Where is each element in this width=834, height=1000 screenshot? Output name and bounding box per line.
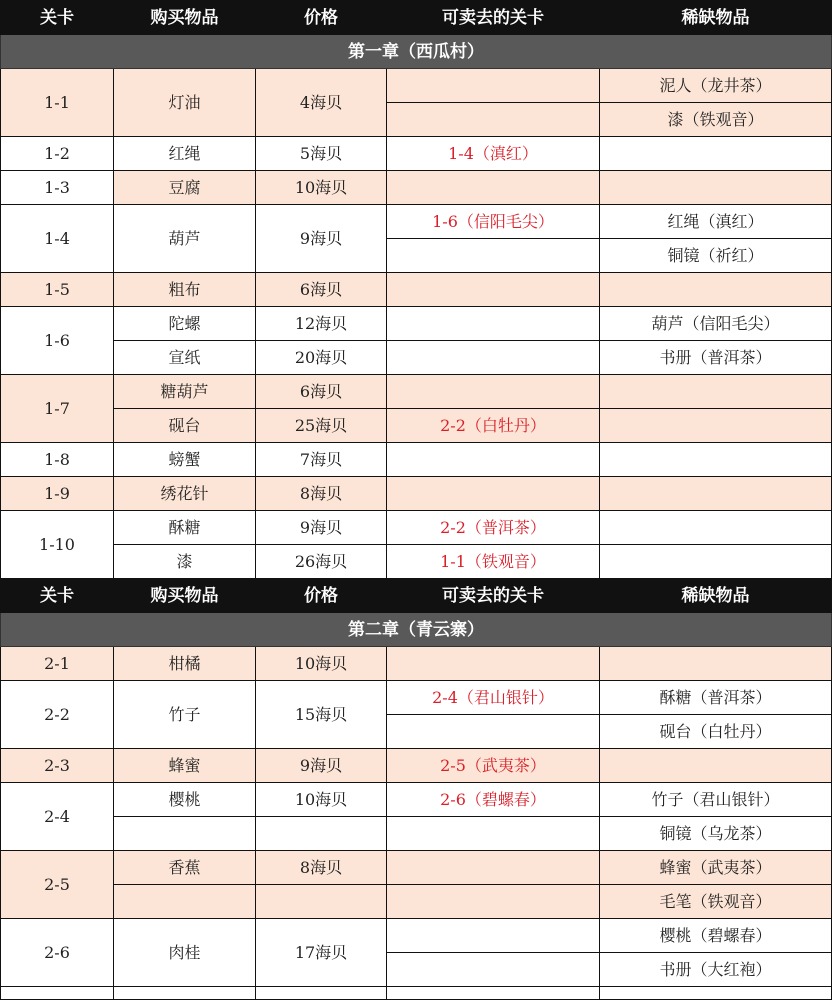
sell-cell: 2-2（白牡丹） (387, 409, 600, 443)
table-row (1, 817, 832, 851)
level-cell: 2-3 (1, 749, 114, 783)
level-cell: 1-3 (1, 171, 114, 205)
item-cell: 糖葫芦 (114, 375, 256, 409)
level-cell: 2-6 (1, 919, 114, 987)
sell-cell (387, 443, 600, 477)
level-cell: 1-5 (1, 273, 114, 307)
price-cell: 9海贝 (256, 205, 387, 273)
sell-cell (387, 477, 600, 511)
level-cell: 1-1 (1, 69, 114, 137)
item-cell (114, 987, 256, 1000)
table-row (1, 783, 832, 817)
sell-cell (387, 851, 600, 885)
item-cell: 红绳 (114, 137, 256, 171)
item-cell: 蜂蜜 (114, 749, 256, 783)
rare-cell (600, 375, 832, 409)
item-cell: 葫芦 (114, 205, 256, 273)
sell-cell (387, 273, 600, 307)
table-row (1, 273, 832, 307)
rare-cell (600, 443, 832, 477)
sell-cell (387, 987, 600, 1000)
header-item: 购买物品 (114, 579, 256, 613)
item-cell: 柑橘 (114, 647, 256, 681)
item-cell: 宣纸 (114, 341, 256, 375)
item-cell: 樱桃 (114, 783, 256, 817)
chapter-row (1, 613, 832, 647)
price-cell: 8海贝 (256, 851, 387, 885)
item-cell: 灯油 (114, 69, 256, 137)
table-header-row (1, 1, 832, 35)
item-cell: 绣花针 (114, 477, 256, 511)
item-cell: 螃蟹 (114, 443, 256, 477)
rare-cell: 竹子（君山银针） (600, 783, 832, 817)
header-price: 价格 (256, 579, 387, 613)
sell-cell: 2-4（君山银针） (387, 681, 600, 715)
table-row (1, 851, 832, 885)
price-cell: 10海贝 (256, 171, 387, 205)
rare-cell: 书册（普洱茶） (600, 341, 832, 375)
rare-cell (600, 647, 832, 681)
price-cell: 20海贝 (256, 341, 387, 375)
price-cell: 8海贝 (256, 477, 387, 511)
chapter-title: 第二章（青云寨） (1, 613, 832, 647)
level-cell: 2-4 (1, 783, 114, 851)
price-cell: 9海贝 (256, 749, 387, 783)
header-level: 关卡 (1, 1, 114, 35)
sell-cell (387, 375, 600, 409)
price-cell: 26海贝 (256, 545, 387, 579)
table-row (1, 409, 832, 443)
sell-cell: 2-5（武夷茶） (387, 749, 600, 783)
chapter-row (1, 35, 832, 69)
rare-cell (600, 545, 832, 579)
price-cell: 6海贝 (256, 375, 387, 409)
item-cell: 肉桂 (114, 919, 256, 987)
rare-cell: 书册（大红袍） (600, 953, 832, 987)
item-cell: 粗布 (114, 273, 256, 307)
rare-cell (600, 749, 832, 783)
table-row (1, 341, 832, 375)
table-row (1, 69, 832, 103)
rare-cell: 砚台（白牡丹） (600, 715, 832, 749)
sell-cell (387, 239, 600, 273)
level-cell: 1-7 (1, 375, 114, 443)
sell-cell (387, 953, 600, 987)
table-row (1, 171, 832, 205)
rare-cell: 铜镜（祈红） (600, 239, 832, 273)
table-row (1, 477, 832, 511)
price-cell: 9海贝 (256, 511, 387, 545)
table-row (1, 307, 832, 341)
sell-cell (387, 885, 600, 919)
sell-cell (387, 919, 600, 953)
price-cell: 7海贝 (256, 443, 387, 477)
item-cell: 漆 (114, 545, 256, 579)
item-cell: 酥糖 (114, 511, 256, 545)
item-cell (114, 817, 256, 851)
price-cell: 25海贝 (256, 409, 387, 443)
sell-cell: 1-4（滇红） (387, 137, 600, 171)
table-row (1, 375, 832, 409)
item-cell: 豆腐 (114, 171, 256, 205)
rare-cell: 红绳（滇红） (600, 205, 832, 239)
level-cell: 1-6 (1, 307, 114, 375)
sell-cell (387, 647, 600, 681)
rare-cell (600, 273, 832, 307)
price-cell: 17海贝 (256, 919, 387, 987)
price-cell (256, 817, 387, 851)
header-price: 价格 (256, 1, 387, 35)
rare-cell: 漆（铁观音） (600, 103, 832, 137)
rare-cell: 酥糖（普洱茶） (600, 681, 832, 715)
level-cell: 1-9 (1, 477, 114, 511)
level-cell: 1-8 (1, 443, 114, 477)
rare-cell (600, 511, 832, 545)
table-row (1, 749, 832, 783)
table-row (1, 443, 832, 477)
rare-cell (600, 409, 832, 443)
table-row (1, 647, 832, 681)
rare-cell: 蜂蜜（武夷茶） (600, 851, 832, 885)
price-cell: 10海贝 (256, 647, 387, 681)
item-cell: 竹子 (114, 681, 256, 749)
price-cell: 10海贝 (256, 783, 387, 817)
sell-cell: 2-2（普洱茶） (387, 511, 600, 545)
level-cell (1, 987, 114, 1000)
item-cell (114, 885, 256, 919)
sell-cell (387, 171, 600, 205)
table-row (1, 137, 832, 171)
header-level: 关卡 (1, 579, 114, 613)
table-row (1, 885, 832, 919)
rare-cell (600, 987, 832, 1000)
header-rare-item: 稀缺物品 (600, 579, 832, 613)
table-header-row (1, 579, 832, 613)
header-sell-level: 可卖去的关卡 (387, 1, 600, 35)
level-cell: 2-2 (1, 681, 114, 749)
table-row (1, 919, 832, 953)
sell-cell (387, 307, 600, 341)
price-cell: 4海贝 (256, 69, 387, 137)
table-row (1, 205, 832, 239)
price-cell: 15海贝 (256, 681, 387, 749)
rare-cell: 泥人（龙井茶） (600, 69, 832, 103)
level-cell: 1-2 (1, 137, 114, 171)
table-row (1, 987, 832, 1000)
rare-cell (600, 171, 832, 205)
rare-cell: 铜镜（乌龙茶） (600, 817, 832, 851)
price-cell: 5海贝 (256, 137, 387, 171)
table-row (1, 545, 832, 579)
header-rare-item: 稀缺物品 (600, 1, 832, 35)
sell-cell (387, 103, 600, 137)
sell-cell (387, 69, 600, 103)
price-cell: 12海贝 (256, 307, 387, 341)
table-row (1, 681, 832, 715)
price-cell (256, 885, 387, 919)
rare-cell: 葫芦（信阳毛尖） (600, 307, 832, 341)
rare-cell (600, 137, 832, 171)
sell-cell (387, 817, 600, 851)
level-cell: 1-10 (1, 511, 114, 579)
rare-cell: 樱桃（碧螺春） (600, 919, 832, 953)
table-row (1, 511, 832, 545)
level-cell: 1-4 (1, 205, 114, 273)
rare-cell (600, 477, 832, 511)
rare-cell: 毛笔（铁观音） (600, 885, 832, 919)
header-item: 购买物品 (114, 1, 256, 35)
item-cell: 香蕉 (114, 851, 256, 885)
header-sell-level: 可卖去的关卡 (387, 579, 600, 613)
sell-cell: 2-6（碧螺春） (387, 783, 600, 817)
chapter-title: 第一章（西瓜村） (1, 35, 832, 69)
sell-cell: 1-1（铁观音） (387, 545, 600, 579)
sell-cell (387, 341, 600, 375)
price-cell (256, 987, 387, 1000)
item-cell: 砚台 (114, 409, 256, 443)
price-cell: 6海贝 (256, 273, 387, 307)
level-cell: 2-5 (1, 851, 114, 919)
level-cell: 2-1 (1, 647, 114, 681)
sell-cell: 1-6（信阳毛尖） (387, 205, 600, 239)
sell-cell (387, 715, 600, 749)
item-cell: 陀螺 (114, 307, 256, 341)
